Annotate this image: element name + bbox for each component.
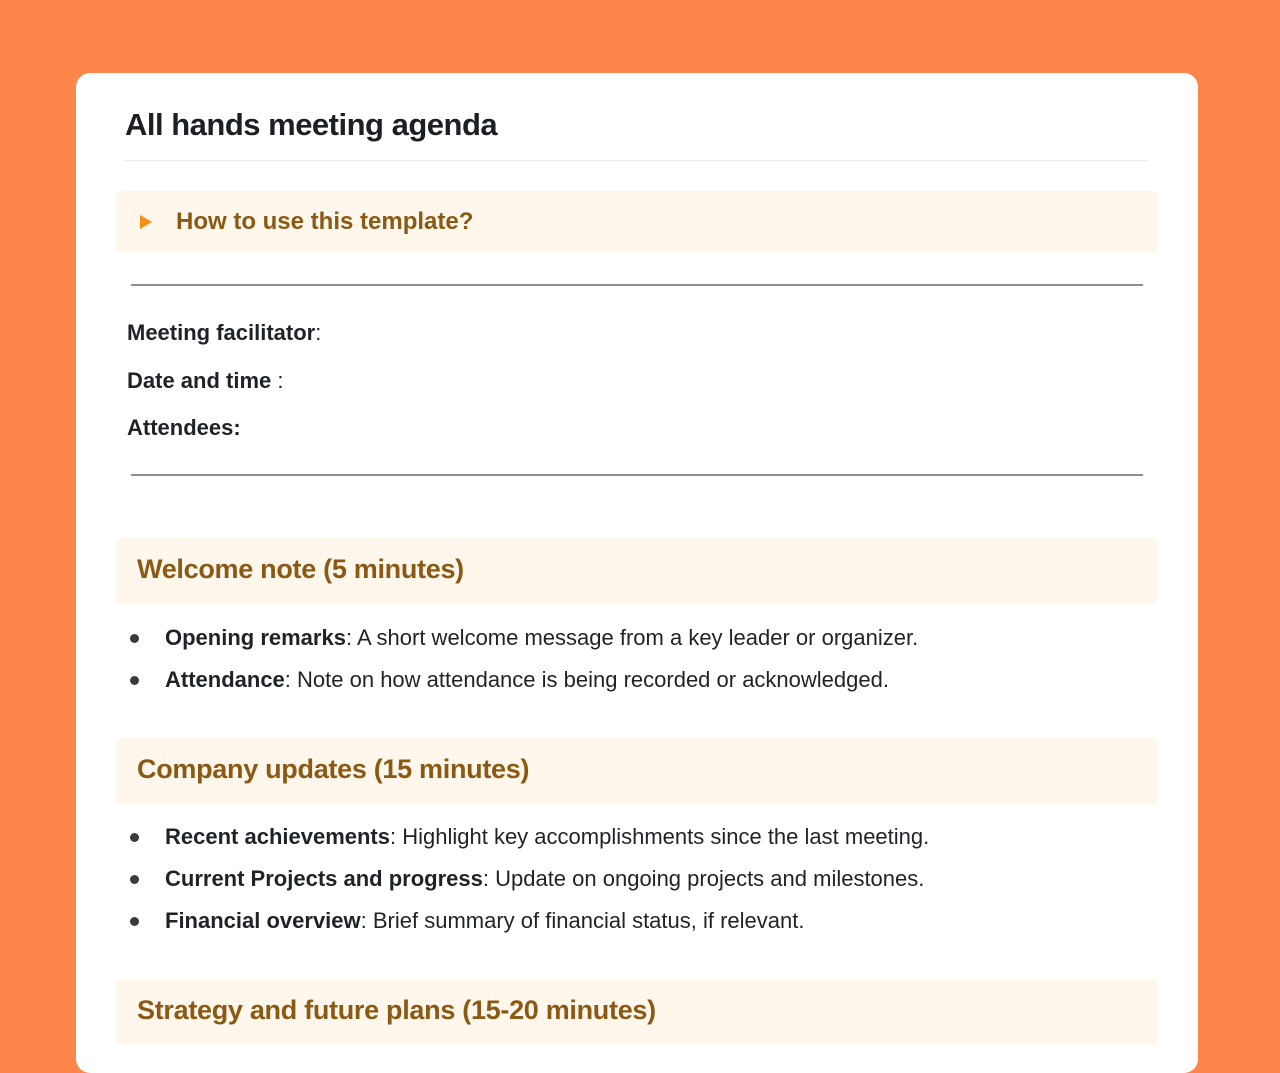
list-item: [127, 617, 918, 659]
page-title: All hands meeting agenda: [125, 107, 498, 142]
item-text: : Note on how attendance is being recorded or acknowledged.: [284, 667, 889, 692]
section-title: Welcome note (5 minutes): [137, 554, 464, 584]
item-text: : A short welcome message from a key leader or organizer.: [345, 625, 919, 650]
list-item: [127, 900, 929, 942]
divider-top: [131, 284, 1143, 286]
item-label: Financial overview: [165, 908, 361, 933]
section-heading-welcome: [116, 538, 1158, 604]
title-divider: [124, 160, 1149, 161]
meta-label: Attendees:: [127, 415, 241, 440]
divider-bottom: [131, 474, 1143, 476]
list-item: [127, 659, 918, 701]
company-updates-list: [127, 816, 929, 942]
section-title: Strategy and future plans (15-20 minutes): [137, 995, 656, 1025]
how-to-use-toggle[interactable]: [116, 191, 1158, 253]
triangle-right-icon[interactable]: [140, 215, 152, 229]
meta-suffix: :: [277, 368, 284, 393]
item-text: : Brief summary of financial status, if relevant.: [360, 908, 805, 933]
meta-label: Meeting facilitator: [127, 320, 316, 345]
date-time-field[interactable]: [127, 368, 284, 394]
document-card: [76, 73, 1198, 1073]
item-text: : Update on ongoing projects and milestones.: [482, 866, 925, 891]
item-label: Attendance: [165, 667, 285, 692]
list-item: [127, 858, 929, 900]
toggle-label[interactable]: How to use this template?: [176, 208, 474, 235]
welcome-list: [127, 617, 918, 701]
meta-suffix: :: [315, 320, 322, 345]
attendees-field[interactable]: [127, 415, 241, 441]
meeting-facilitator-field[interactable]: [127, 320, 321, 346]
section-heading-company-updates: [116, 738, 1158, 804]
section-title: Company updates (15 minutes): [137, 754, 530, 784]
item-text: : Highlight key accomplishments since the last meeting.: [390, 824, 930, 849]
item-label: Opening remarks: [165, 625, 346, 650]
item-label: Current Projects and progress: [165, 866, 483, 891]
item-label: Recent achievements: [165, 824, 390, 849]
meta-label: Date and time: [127, 368, 278, 393]
list-item: [127, 816, 929, 858]
section-heading-strategy: [116, 979, 1158, 1045]
